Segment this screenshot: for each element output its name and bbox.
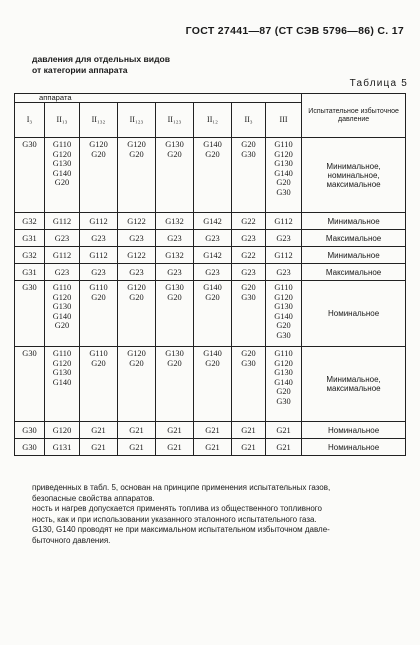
table-cell — [45, 281, 80, 347]
table-cell — [15, 213, 45, 230]
gas-code: G140 — [203, 283, 222, 292]
gas-code: G120 — [89, 140, 108, 149]
table-cell — [15, 138, 45, 213]
table-cell — [232, 247, 266, 264]
table-cell — [232, 213, 266, 230]
table-cell — [232, 422, 266, 439]
table-cell — [266, 247, 302, 264]
table-cell — [194, 213, 232, 230]
pressure-result: Минимальное — [302, 213, 406, 230]
gas-code: G120 — [274, 292, 293, 302]
table-cell — [45, 264, 80, 281]
gas-code: G32 — [22, 217, 37, 227]
gas-code: G130 — [52, 368, 72, 377]
footer-line: G130, G140 проводят не при максимальном испытательном избыточном давле- — [32, 525, 330, 534]
gas-code: G30 — [276, 330, 291, 340]
gas-code: G20 — [241, 349, 256, 358]
gas-code: G30 — [22, 443, 37, 453]
table-cell — [232, 264, 266, 281]
table-cell — [194, 247, 232, 264]
column-header: II₁₃ — [45, 103, 80, 138]
table-cell — [266, 422, 302, 439]
column-header: I₃ — [15, 103, 45, 138]
table-cell — [80, 422, 118, 439]
gas-code: G122 — [127, 217, 146, 227]
pressure-result: Номинальное — [302, 439, 406, 456]
gas-code: G20 — [129, 358, 144, 368]
gas-code: G21 — [129, 426, 144, 436]
column-header: III — [266, 103, 302, 138]
gas-code: G140 — [203, 349, 222, 358]
table-cell — [194, 138, 232, 213]
footer-line: приведенных в табл. 5, основан на принципе применения испытательных газов, — [32, 483, 331, 492]
gas-code: G110 — [52, 349, 72, 358]
table-cell — [80, 213, 118, 230]
table-cell — [266, 439, 302, 456]
gas-code: G112 — [89, 217, 108, 227]
gas-code: G120 — [127, 140, 146, 149]
intro-text — [32, 54, 170, 76]
table-cell — [266, 281, 302, 347]
table-row — [15, 264, 406, 281]
table-cell — [156, 264, 194, 281]
gas-code: G20 — [129, 149, 144, 159]
table-cell — [194, 347, 232, 422]
table-cell — [80, 347, 118, 422]
gas-code: G140 — [274, 168, 293, 178]
gas-code: G20 — [54, 321, 70, 330]
gas-code: G20 — [205, 358, 220, 368]
table-cell — [266, 264, 302, 281]
gas-code: G22 — [241, 217, 256, 227]
gas-code: G142 — [203, 251, 222, 261]
gas-code: G110 — [274, 349, 293, 358]
table-cell — [266, 138, 302, 213]
gas-code: G23 — [205, 234, 220, 244]
gas-code: G21 — [129, 443, 144, 453]
gas-code: G21 — [205, 443, 220, 453]
table-cell — [15, 264, 45, 281]
gas-code: G23 — [91, 234, 106, 244]
footer-line: ность и нагрев допускается применять топлива из общественного топливного — [32, 504, 322, 513]
table-cell — [45, 439, 80, 456]
table-cell — [45, 213, 80, 230]
pressure-result: Номинальное — [302, 281, 406, 347]
table-row — [15, 439, 406, 456]
gas-code: G23 — [54, 234, 70, 244]
gas-code: G140 — [274, 377, 293, 387]
table-cell — [118, 347, 156, 422]
table-cell — [118, 230, 156, 247]
gas-code: G142 — [203, 217, 222, 227]
gas-code: G110 — [274, 283, 293, 292]
gas-code: G22 — [241, 251, 256, 261]
gas-code: G20 — [276, 387, 291, 396]
gas-code: G122 — [127, 251, 146, 261]
intro-line: от категории аппарата — [32, 65, 128, 75]
table-row — [15, 281, 406, 347]
gas-code: G21 — [276, 443, 291, 453]
gas-code: G23 — [241, 268, 256, 278]
pressure-result: Максимальное — [302, 264, 406, 281]
gas-code: G23 — [276, 268, 291, 278]
gas-code: G23 — [54, 268, 70, 278]
gas-code: G130 — [274, 368, 293, 377]
gas-code: G20 — [276, 321, 291, 330]
table-row — [15, 138, 406, 213]
gas-code: G140 — [203, 140, 222, 149]
gas-code: G131 — [52, 443, 72, 453]
table-cell — [45, 347, 80, 422]
footer-line: ность, как и при использовании указанного эталонного испытательного газа. — [32, 514, 317, 524]
table-cell — [15, 247, 45, 264]
table-cell — [118, 281, 156, 347]
table-row — [15, 347, 406, 422]
gas-code: G30 — [22, 426, 37, 436]
table-row — [15, 213, 406, 230]
gas-code: G112 — [274, 217, 293, 227]
gas-code: G112 — [52, 217, 72, 227]
table-cell — [194, 422, 232, 439]
table-cell — [156, 213, 194, 230]
footer-line: быточного давления. — [32, 535, 111, 545]
gas-code: G23 — [129, 268, 144, 278]
gas-code: G130 — [274, 159, 293, 168]
table-cell — [118, 264, 156, 281]
gas-code: G110 — [89, 283, 108, 292]
pressure-result: Минимальное — [302, 247, 406, 264]
table-cell — [45, 422, 80, 439]
table-cell — [232, 138, 266, 213]
table-cell — [45, 247, 80, 264]
table-cell — [156, 138, 194, 213]
gas-code: G21 — [241, 443, 256, 453]
gas-code: G21 — [241, 426, 256, 436]
gas-code: G20 — [167, 292, 182, 302]
gas-code: G120 — [52, 358, 72, 368]
column-header: II₁₂ — [194, 103, 232, 138]
footer-line: безопасные свойства аппаратов. — [32, 493, 155, 503]
table-cell — [118, 439, 156, 456]
table-cell — [45, 138, 80, 213]
gas-code: G21 — [167, 443, 182, 453]
gas-code: G30 — [241, 149, 256, 159]
gas-code: G110 — [52, 140, 72, 149]
table-cell — [15, 281, 45, 347]
pressure-result: Максимальное — [302, 230, 406, 247]
gas-code: G20 — [54, 178, 70, 187]
gas-code: G30 — [276, 187, 291, 197]
table-cell — [232, 347, 266, 422]
table-row — [15, 230, 406, 247]
gas-code: G20 — [205, 149, 220, 159]
gas-code: G130 — [165, 349, 184, 358]
gas-code: G120 — [52, 292, 72, 302]
table-cell — [80, 230, 118, 247]
gas-code: G120 — [52, 426, 72, 436]
table-cell — [118, 213, 156, 230]
gas-code: G21 — [91, 443, 106, 453]
gas-code: G130 — [52, 302, 72, 311]
gas-code: G23 — [129, 234, 144, 244]
table-cell — [266, 230, 302, 247]
table-cell — [156, 247, 194, 264]
pressure-result: Номинальное — [302, 422, 406, 439]
footer-text — [32, 483, 402, 546]
gas-code: G140 — [52, 377, 72, 387]
table-cell — [80, 439, 118, 456]
gas-code: G140 — [274, 311, 293, 321]
column-header: II₁₂₃ — [156, 103, 194, 138]
gas-code: G23 — [205, 268, 220, 278]
gas-code: G31 — [22, 268, 37, 278]
gas-code: G23 — [241, 234, 256, 244]
gas-code: G20 — [91, 358, 106, 368]
gas-code: G120 — [127, 283, 146, 292]
gas-code: G20 — [129, 292, 144, 302]
gas-code: G20 — [205, 292, 220, 302]
gas-code: G120 — [274, 358, 293, 368]
table-cell — [80, 264, 118, 281]
column-header: II₁₂₃ — [118, 103, 156, 138]
gas-code: G23 — [91, 268, 106, 278]
table-row — [15, 247, 406, 264]
table-cell — [45, 230, 80, 247]
table-cell — [118, 422, 156, 439]
gas-code: G30 — [241, 292, 256, 302]
gas-code: G130 — [52, 159, 72, 168]
table-cell — [156, 422, 194, 439]
table-cell — [156, 439, 194, 456]
gas-code: G20 — [167, 149, 182, 159]
table-cell — [156, 347, 194, 422]
gas-code: G31 — [22, 234, 37, 244]
table-cell — [194, 264, 232, 281]
table-cell — [194, 439, 232, 456]
gas-code: G20 — [91, 292, 106, 302]
column-header: II₁₃₂ — [80, 103, 118, 138]
gas-code: G112 — [89, 251, 108, 261]
gas-code: G140 — [52, 168, 72, 178]
gas-code: G20 — [241, 140, 256, 149]
table-cell — [80, 281, 118, 347]
page-header: ГОСТ 27441—87 (СТ СЭВ 5796—86) С. 17 — [185, 25, 404, 37]
group-header: аппарата — [15, 94, 302, 103]
pressure-result: Минимальное, максимальное — [302, 347, 406, 422]
gas-code: G140 — [52, 311, 72, 321]
gas-code: G20 — [91, 149, 106, 159]
gas-code: G30 — [22, 140, 37, 149]
table-cell — [194, 230, 232, 247]
gas-code: G23 — [167, 234, 182, 244]
gas-code: G112 — [274, 251, 293, 261]
gas-code: G21 — [276, 426, 291, 436]
data-table — [14, 93, 406, 456]
gas-code: G120 — [52, 149, 72, 159]
gas-code: G21 — [91, 426, 106, 436]
table-cell — [232, 281, 266, 347]
table-cell — [80, 138, 118, 213]
table-cell — [194, 281, 232, 347]
table-caption: Таблица 5 — [349, 78, 408, 89]
gas-code: G130 — [165, 140, 184, 149]
gas-code: G110 — [52, 283, 72, 292]
table-cell — [156, 230, 194, 247]
gas-code: G130 — [165, 283, 184, 292]
table-cell — [15, 422, 45, 439]
gas-code: G132 — [165, 217, 184, 227]
gas-code: G110 — [89, 349, 108, 358]
gas-code: G30 — [276, 396, 291, 406]
result-header: Испытательное избыточное давление — [302, 94, 406, 138]
table-cell — [232, 439, 266, 456]
gas-code: G23 — [276, 234, 291, 244]
table-row — [15, 422, 406, 439]
table-cell — [118, 247, 156, 264]
table-cell — [156, 281, 194, 347]
table-cell — [15, 230, 45, 247]
gas-code: G130 — [274, 302, 293, 311]
gas-code: G110 — [274, 140, 293, 149]
gas-code: G23 — [167, 268, 182, 278]
gas-code: G20 — [276, 178, 291, 187]
table-cell — [15, 347, 45, 422]
gas-code: G21 — [205, 426, 220, 436]
table-cell — [266, 347, 302, 422]
gas-code: G120 — [127, 349, 146, 358]
gas-code: G21 — [167, 426, 182, 436]
intro-line: давления для отдельных видов — [32, 54, 171, 64]
gas-code: G132 — [165, 251, 184, 261]
gas-code: G20 — [241, 283, 256, 292]
table-cell — [118, 138, 156, 213]
gas-code: G20 — [167, 358, 182, 368]
table-cell — [266, 213, 302, 230]
table-cell — [80, 247, 118, 264]
gas-code: G30 — [241, 358, 256, 368]
pressure-result: Минимальное, номинальное, максимальное — [302, 138, 406, 213]
gas-code: G112 — [52, 251, 72, 261]
gas-code: G120 — [274, 149, 293, 159]
gas-code: G30 — [22, 349, 37, 358]
gas-code: G32 — [22, 251, 37, 261]
table-cell — [232, 230, 266, 247]
gas-code: G30 — [22, 283, 37, 292]
column-header: II₃ — [232, 103, 266, 138]
table-cell — [15, 439, 45, 456]
